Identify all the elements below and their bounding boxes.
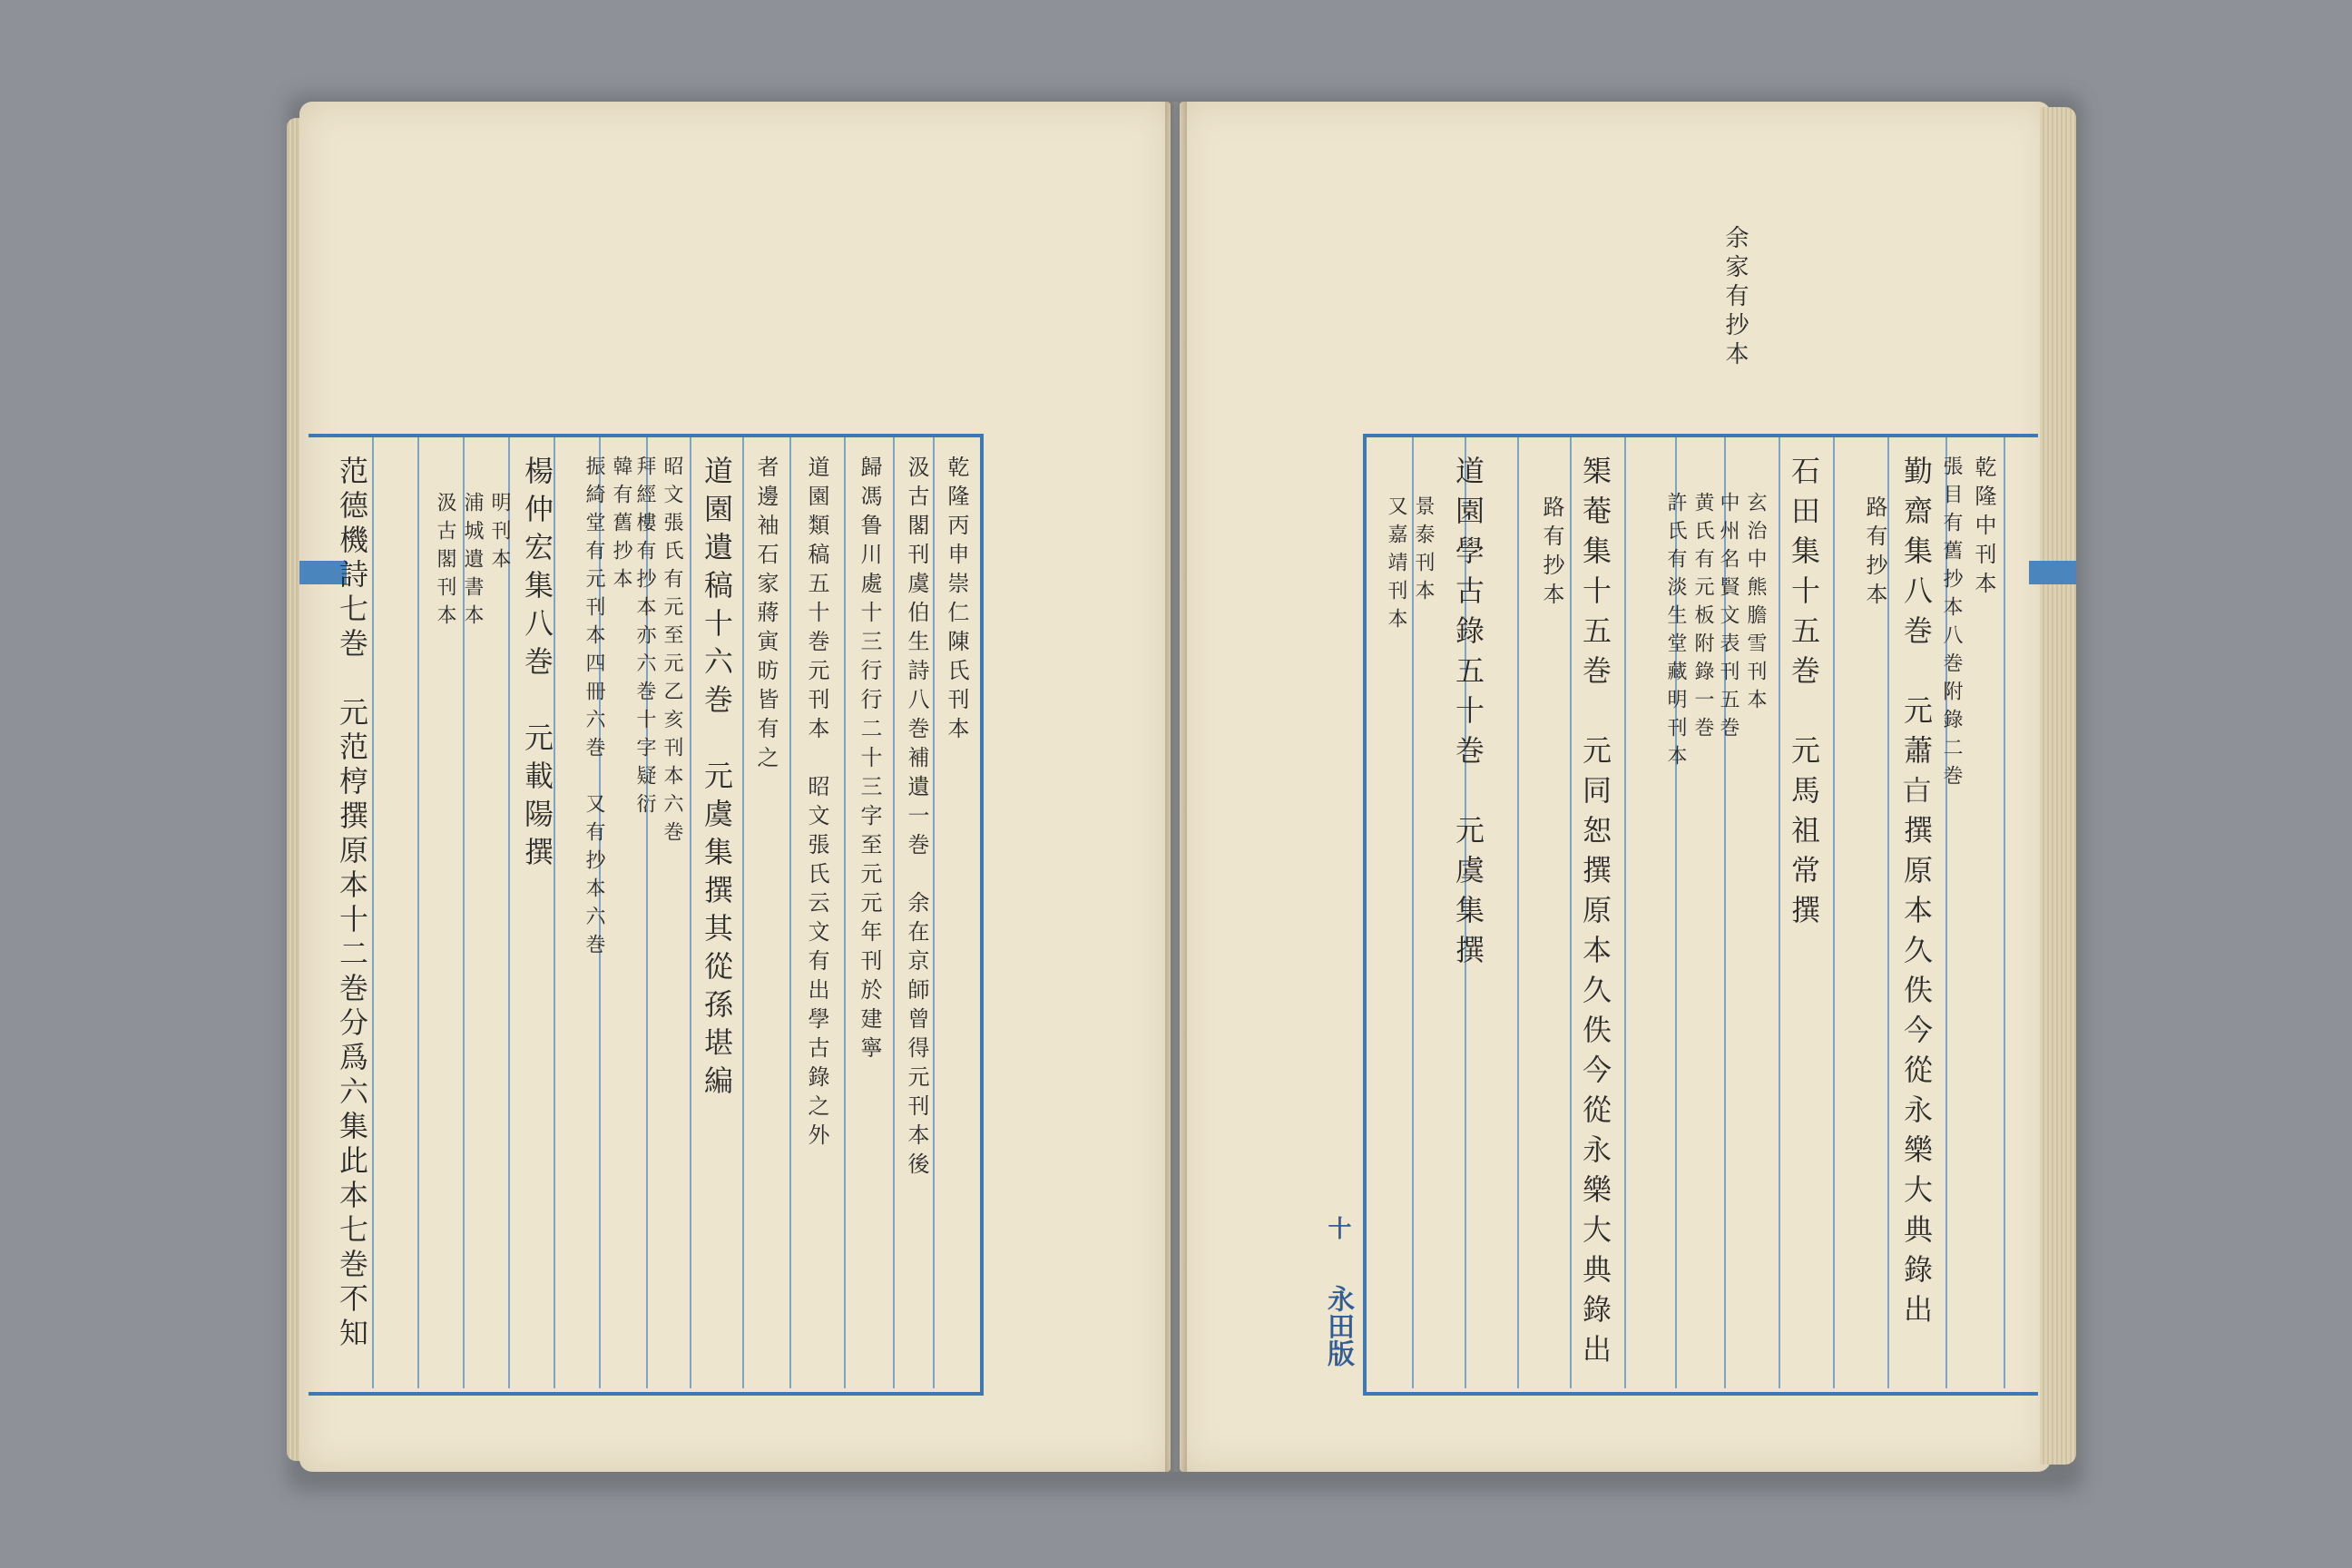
column-rule	[844, 437, 846, 1388]
text-column: 石田集十五巻 元馬祖常撰	[1787, 456, 1821, 935]
column-rule	[1779, 437, 1780, 1388]
text-column: 乾隆丙申崇仁陳氏刊本	[944, 456, 969, 746]
column-rule	[2004, 437, 2005, 1388]
text-column: 者邊袖石家蔣寅昉皆有之	[753, 456, 779, 775]
text-column: 道園遺稿十六巻 元虞集撰其從孫堪編	[700, 456, 734, 1103]
right-page-edges	[2040, 107, 2076, 1465]
text-column: 榘菴集十五巻 元同恕撰原本久佚今從永樂大典錄出	[1578, 456, 1612, 1374]
column-rule	[789, 437, 791, 1388]
text-column: 乾隆中刊本	[1971, 456, 1996, 601]
text-column: 勤齋集八巻 元蕭𣅀撰原本久佚今從永樂大典錄出	[1899, 456, 1934, 1334]
column-rule	[1624, 437, 1626, 1388]
text-column: 中州名賢文表刊五巻	[1717, 492, 1740, 745]
text-column: 汲古閣刊虞伯生詩八巻補遺一巻 余在京師曾得元刊本後	[904, 456, 929, 1181]
text-column: 張目有舊抄本八巻附錄二巻	[1940, 456, 1963, 793]
right-edge-tab	[2029, 561, 2076, 584]
column-rule	[1833, 437, 1835, 1388]
text-column: 昭文張氏有元至元乙亥刊本六巻	[661, 456, 683, 849]
text-column: 明刊本	[488, 492, 511, 576]
column-rule	[742, 437, 744, 1388]
text-column: 拜經樓有抄本亦六巻十字疑衍	[633, 456, 656, 821]
column-rule	[372, 437, 374, 1388]
column-rule	[1517, 437, 1519, 1388]
text-column: 歸馮鲁川處十三行行二十三字至元元年刊於建寧	[857, 456, 882, 1065]
column-rule	[417, 437, 419, 1388]
text-column: 浦城遺書本	[461, 492, 484, 632]
book-gutter	[1165, 102, 1187, 1472]
text-column: 玄治中熊膽雪刊本	[1744, 492, 1767, 717]
text-column: 又嘉靖刊本	[1385, 495, 1407, 636]
text-column: 范德機詩七巻 元范梈撰原本十二巻分爲六集此本七巻不知	[335, 456, 369, 1352]
text-column: 景泰刊本	[1412, 495, 1435, 608]
publisher-stamp: 永田版	[1322, 1285, 1354, 1367]
text-column: 道園類稿五十巻元刊本 昭文張氏云文有出學古錄之外	[804, 456, 829, 1152]
column-rule	[893, 437, 895, 1388]
margin-mark: 十	[1324, 1216, 1351, 1240]
text-column: 路有抄本	[1539, 495, 1564, 612]
text-column: 汲古閣刊本	[434, 492, 456, 632]
top-margin-note: 余家有抄本	[1721, 225, 1749, 370]
text-column: 楊仲宏集八巻 元載陽撰	[520, 456, 554, 875]
text-column: 路有抄本	[1862, 495, 1887, 612]
text-column: 許氏有淡生堂藏明刊本	[1664, 492, 1687, 773]
text-column: 韓有舊抄本	[610, 456, 632, 596]
column-rule	[1570, 437, 1572, 1388]
text-column: 道園學古錄五十巻 元虞集撰	[1451, 456, 1485, 975]
text-column: 振綺堂有元刊本四冊六巻 又有抄本六巻	[583, 456, 605, 962]
column-rule	[690, 437, 691, 1388]
text-column: 黄氏有元板附錄一巻	[1691, 492, 1714, 745]
